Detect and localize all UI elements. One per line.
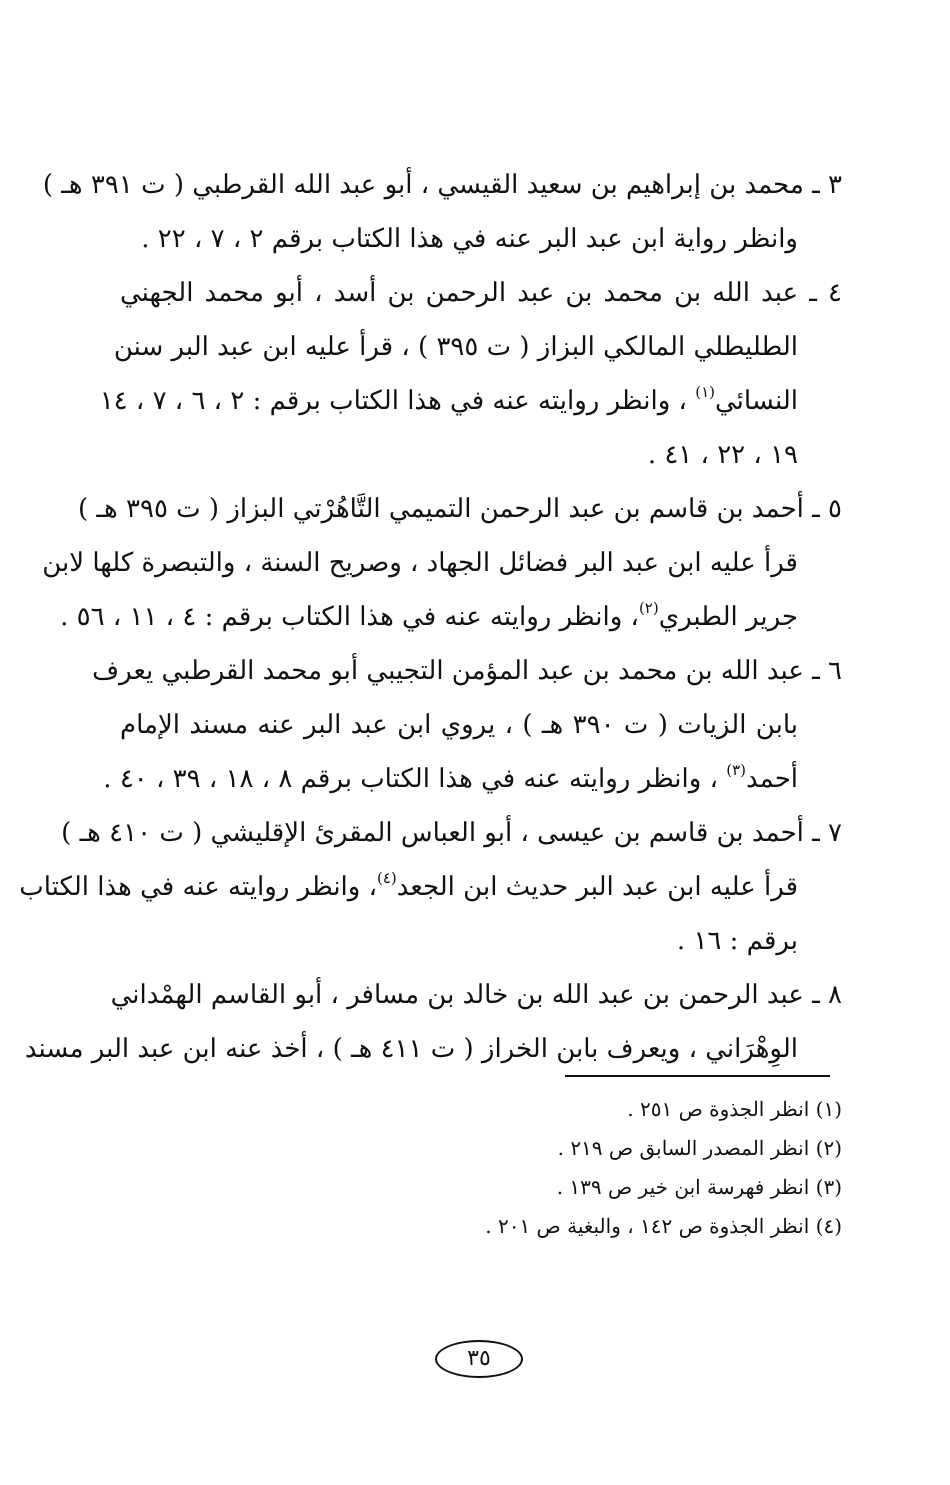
entry-8 [24,968,842,1076]
entry-line-text: ، وانظر روايته عنه في هذا الكتاب برقم : ٢ ، ٦ ، ٧ ، ١٤ [99,386,687,416]
entry-line: ١٩ ، ٢٢ ، ٤١ . [647,440,798,470]
footnote-2: (٢) انظر المصدر السابق ص ٢١٩ . [557,1136,842,1160]
entry-line: ٧ ـ أحمد بن قاسم بن عيسى ، أبو العباس المقرئ الإقليشي ( ت ٤١٠ هـ ) [61,818,842,848]
entry-6 [92,644,842,806]
footnote-anchor-word: أحمد [746,764,798,794]
footnote-separator-rule [565,1075,830,1077]
footnote-4: (٤) انظر الجذوة ص ١٤٢ ، والبغية ص ٢٠١ . [485,1214,842,1238]
footnote-reference-2: (٢) [638,599,659,617]
entry-line: ٣ ـ محمد بن إبراهيم بن سعيد القيسي ، أبو عبد الله القرطبي ( ت ٣٩١ هـ ) [42,170,842,200]
entry-4 [99,266,842,482]
entry-5 [42,482,842,644]
entry-line-with-footnote [103,752,842,806]
entry-line-text: ، وانظر روايته عنه في هذا الكتاب برقم ٨ ، ١٨ ، ٣٩ ، ٤٠ . [103,764,718,794]
entry-line-text: ، وانظر روايته عنه في هذا الكتاب [19,872,377,902]
entry-line: قرأ عليه ابن عبد البر فضائل الجهاد ، وصريح السنة ، والتبصرة كلها لابن [42,548,798,578]
entry-line: الطليطلي المالكي البزاز ( ت ٣٩٥ ) ، قرأ عليه ابن عبد البر سنن [113,332,798,362]
footnote-anchor-word: النسائي [714,386,798,416]
entry-line: وانظر رواية ابن عبد البر عنه في هذا الكتاب برقم ٢ ، ٧ ، ٢٢ . [141,224,798,254]
footnote-anchor-word: قرأ عليه ابن عبد البر حديث ابن الجعد [396,872,798,902]
entry-line-with-footnote [60,590,842,644]
entries-list [19,158,842,1076]
entry-line: ٦ ـ عبد الله بن محمد بن عبد المؤمن التجيبي أبو محمد القرطبي يعرف [92,656,842,686]
footnote-reference-1: (١) [695,383,715,401]
page-number: ٣٥ [435,1340,523,1378]
entry-line-with-footnote [99,374,842,428]
entry-7 [19,806,842,968]
entry-line-text: ، وانظر روايته عنه في هذا الكتاب برقم : ٤ ، ١١ ، ٥٦ . [60,602,639,632]
entry-line: برقم : ١٦ . [676,926,798,956]
entry-line: الوِهْرَاني ، ويعرف بابن الخراز ( ت ٤١١ هـ ) ، أخذ عنه ابن عبد البر مسند [24,1034,798,1064]
footnote-reference-3: (٣) [726,761,747,779]
entry-3 [42,158,842,266]
footnotes [242,1090,842,1246]
entry-line: ٨ ـ عبد الرحمن بن عبد الله بن خالد بن مسافر ، أبو القاسم الهمْداني [110,980,842,1010]
entry-line-with-footnote [19,860,842,914]
footnote-reference-4: (٤) [377,869,397,887]
entry-line: ٤ ـ عبد الله بن محمد بن عبد الرحمن بن أسد ، أبو محمد الجهني [120,278,842,308]
entry-line: ٥ ـ أحمد بن قاسم بن عبد الرحمن التميمي التَّاهُرْتي البزاز ( ت ٣٩٥ هـ ) [78,494,842,524]
entry-line: بابن الزيات ( ت ٣٩٠ هـ ) ، يروي ابن عبد البر عنه مسند الإمام [120,710,798,740]
footnote-3: (٣) انظر فهرسة ابن خير ص ١٣٩ . [556,1175,842,1199]
footnote-anchor-word: جرير الطبري [658,602,798,632]
footnote-1: (١) انظر الجذوة ص ٢٥١ . [627,1097,842,1121]
